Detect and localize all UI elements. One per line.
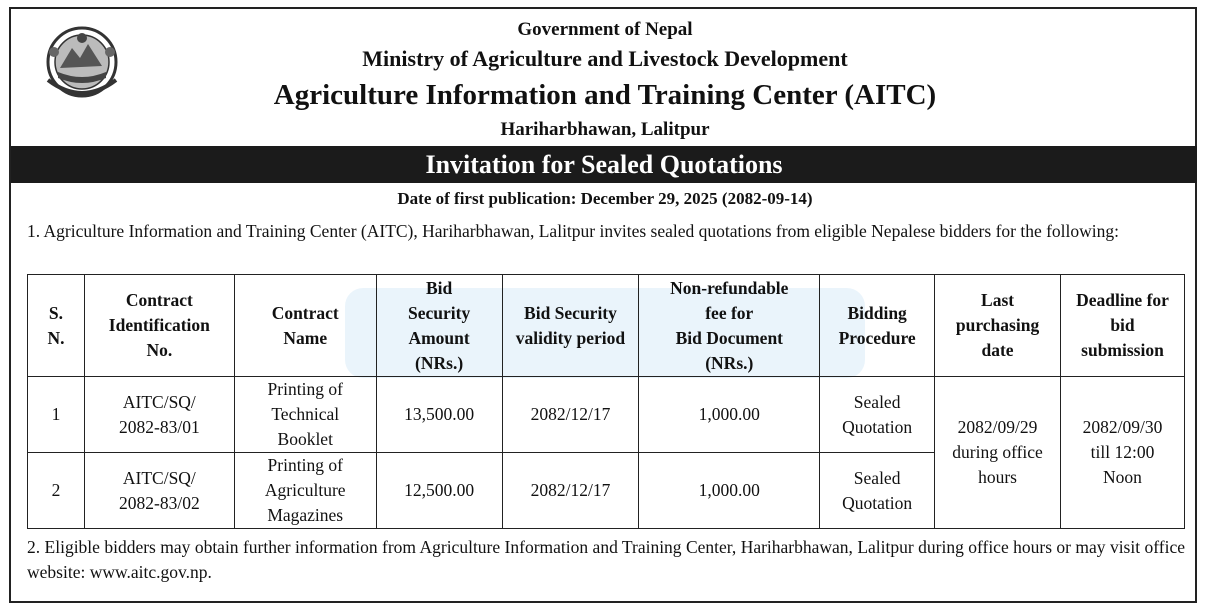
government-title: Government of Nepal xyxy=(517,19,693,40)
column-header: S. N. xyxy=(28,275,85,377)
cell-bid-security: 12,500.00 xyxy=(376,453,502,529)
column-header: Bid Security Amount (NRs.) xyxy=(376,275,502,377)
cell-procedure: Sealed Quotation xyxy=(820,377,935,453)
cell-deadline: 2082/09/30 till 12:00 Noon xyxy=(1061,377,1185,529)
cell-fee: 1,000.00 xyxy=(639,453,820,529)
column-header: Last purchasing date xyxy=(935,275,1061,377)
notice-title: Invitation for Sealed Quotations xyxy=(11,146,1197,183)
cell-last-purchasing-date: 2082/09/29 during office hours xyxy=(935,377,1061,529)
column-header: Bidding Procedure xyxy=(820,275,935,377)
location-title: Hariharbhawan, Lalitpur xyxy=(500,119,710,140)
table-row xyxy=(28,377,1185,453)
cell-procedure: Sealed Quotation xyxy=(820,453,935,529)
cell-contract-name: Printing of Technical Booklet xyxy=(234,377,376,453)
cell-contract-name: Printing of Agriculture Magazines xyxy=(234,453,376,529)
cell-bid-security: 13,500.00 xyxy=(376,377,502,453)
ministry-title: Ministry of Agriculture and Livestock Development xyxy=(362,46,848,71)
bids-table xyxy=(27,274,1185,529)
cell-validity: 2082/12/17 xyxy=(502,453,639,529)
column-header: Contract Name xyxy=(234,275,376,377)
cell-fee: 1,000.00 xyxy=(639,377,820,453)
publication-date: Date of first publication: December 29, 2025 (2082-09-14) xyxy=(397,189,813,208)
column-header: Contract Identification No. xyxy=(84,275,234,377)
paragraph-2: 2. Eligible bidders may obtain further information from Agriculture Information and Training Center, Hariharbhawan, Lalitpur during office hours or may visit office website: www.aitc.gov.np. xyxy=(27,537,1185,582)
cell-sn: 2 xyxy=(28,453,85,529)
paragraph-1: 1. Agriculture Information and Training Center (AITC), Hariharbhawan, Lalitpur invites sealed quotations from eligible Nepalese bidders for the following: xyxy=(27,221,1120,241)
center-title: Agriculture Information and Training Center (AITC) xyxy=(273,79,937,111)
column-header: Non-refundable fee for Bid Document (NRs.) xyxy=(639,275,820,377)
cell-contract-id: AITC/SQ/ 2082-83/02 xyxy=(84,453,234,529)
column-header: Bid Security validity period xyxy=(502,275,639,377)
column-header: Deadline for bid submission xyxy=(1061,275,1185,377)
cell-contract-id: AITC/SQ/ 2082-83/01 xyxy=(84,377,234,453)
cell-validity: 2082/12/17 xyxy=(502,377,639,453)
cell-sn: 1 xyxy=(28,377,85,453)
table-header-row xyxy=(28,275,1185,377)
